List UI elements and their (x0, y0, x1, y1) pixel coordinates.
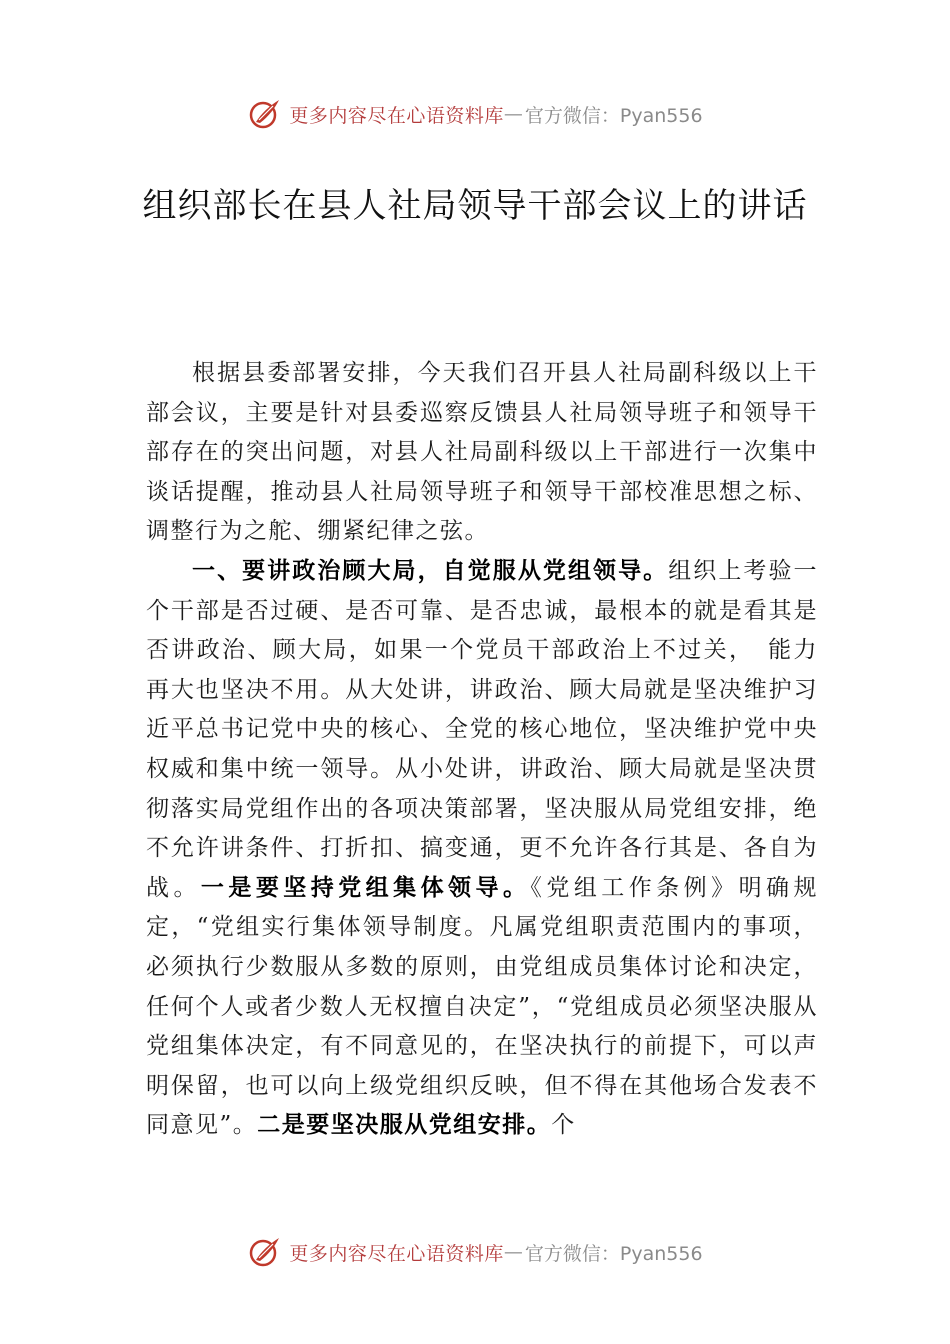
quill-logo-icon (247, 96, 283, 132)
sub-text-two: 个 (551, 1112, 576, 1139)
sub-heading-two: 二是要坚决服从党组安排。 (257, 1112, 552, 1139)
document-body (146, 354, 818, 1146)
document-title: 组织部长在县人社局领导干部会议上的讲话 (142, 186, 808, 226)
section-text: 组织上考验一个干部是否过硬、是否可靠、是否忠诚，最根本的就是看其是否讲政治、顾大局，如果一个党员干部政治上不过关， 能力再大也坚决不用。从大处讲，讲政治、顾大局就是坚决维护习近平总书记党中央的核心、全党的核心地位，坚决维护党中央权威和集中统一领导。从小处讲，讲政治、顾大局就是坚决贯彻落实局党组作出的各项决策部署，坚决服从局党组安排，绝不允许讲条件、打折扣、搞变通，更不允许各行其是、各自为战。 (146, 557, 818, 901)
watermark-banner-top (0, 94, 950, 134)
watermark-banner-bottom (0, 1232, 950, 1272)
watermark-separator: — (503, 1241, 523, 1263)
watermark-text: 更多内容尽在心语资料库 (289, 104, 504, 127)
sub-text-one: 《党组工作条例》明确规定，“党组实行集体领导制度。凡属党组职责范围内的事项，必须执行少数服从多数的原则，由党组成员集体讨论和决定，任何个人或者少数人无权擅自决定”，“党组成员必须坚决服从党组集体决定，有不同意见的，在坚决执行的前提下，可以声明保留，也可以向上级党组织反映，但不得在其他场合发表不同意见”。 (146, 874, 819, 1139)
quill-logo-icon (247, 1234, 283, 1270)
watermark-wechat: 官方微信：Pyan556 (524, 104, 703, 127)
watermark-wechat: 官方微信：Pyan556 (524, 1242, 703, 1265)
paragraph-intro: 根据县委部署安排，今天我们召开县人社局副科级以上干部会议，主要是针对县委巡察反馈县人社局领导班子和领导干部存在的突出问题，对县人社局副科级以上干部进行一次集中谈话提醒，推动县人社局领导班子和领导干部校准思想之标、调整行为之舵、绷紧纪律之弦。 (146, 360, 818, 545)
watermark-separator: — (503, 103, 523, 125)
section-heading: 一、要讲政治顾大局，自觉服从党组领导。 (192, 557, 669, 584)
sub-heading-one: 一是要坚持党组集体领导。 (200, 874, 531, 901)
watermark-text: 更多内容尽在心语资料库 (289, 1242, 504, 1265)
paragraph-section-one (146, 552, 818, 1146)
